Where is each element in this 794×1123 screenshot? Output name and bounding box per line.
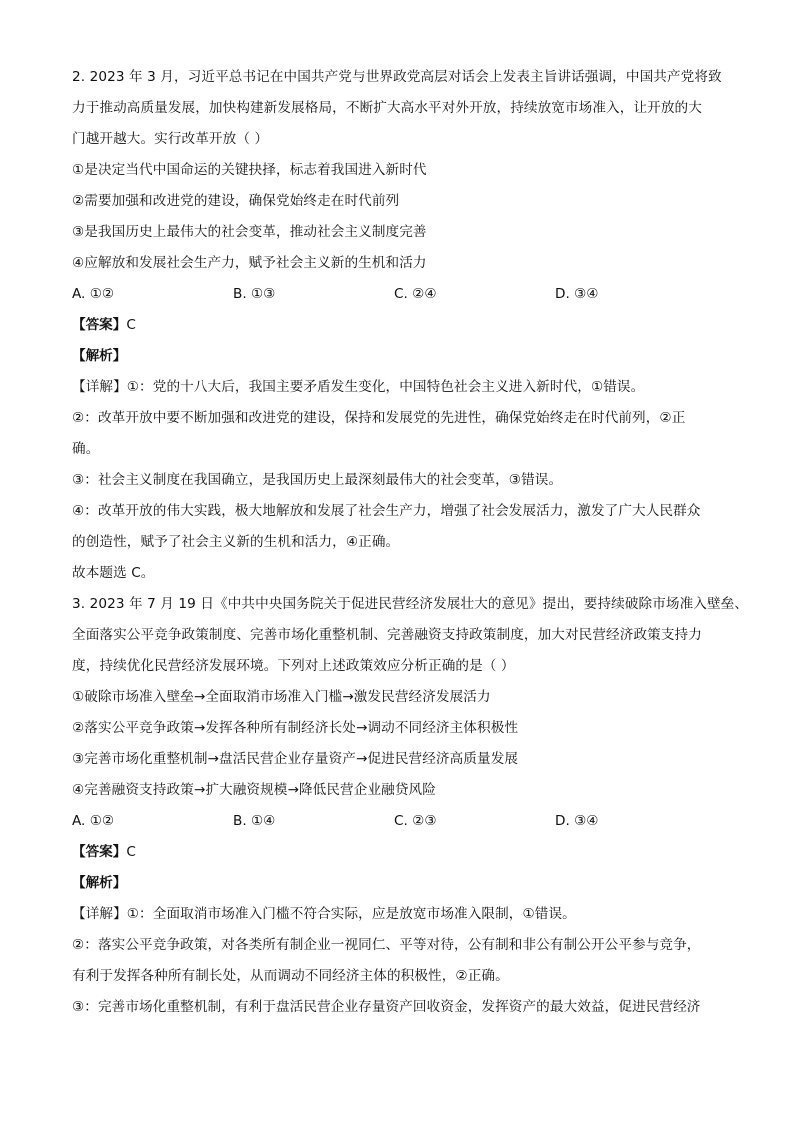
- question-stem-line: 度，持续优化民营经济发展环境。下列对上述政策效应分析正确的是（ ）: [72, 658, 515, 674]
- detail-line: ②：改革开放中要不断加强和改进党的建设，保持和发展党的先进性，确保党始终走在时代前列，②正: [72, 410, 686, 426]
- detail-line: 【详解】①：全面取消市场准入门槛不符合实际，应是放宽市场准入限制，①错误。: [72, 906, 576, 922]
- answer-options: [72, 279, 732, 310]
- answer-line: [72, 837, 732, 868]
- option-a: A. ①②: [72, 813, 115, 829]
- statement-item: ④应解放和发展社会生产力，赋予社会主义新的生机和活力: [72, 255, 427, 271]
- conclusion-line: 故本题选 C。: [72, 565, 155, 581]
- detail-line: ③：完善市场化重整机制，有利于盘活民营企业存量资产回收资金，发挥资产的最大效益，促进民营经济: [72, 999, 701, 1015]
- answer-options: [72, 806, 732, 837]
- analysis-label: 【解析】: [72, 348, 127, 364]
- detail-line: ③：社会主义制度在我国确立，是我国历史上最深刻最伟大的社会变革，③错误。: [72, 472, 563, 488]
- option-c: C. ②③: [394, 813, 437, 829]
- answer-value: C: [126, 844, 136, 860]
- question-2: [72, 62, 732, 589]
- detail-line: 确。: [72, 441, 100, 457]
- statement-item: ②需要加强和改进党的建设，确保党始终走在时代前列: [72, 193, 400, 209]
- detail-line: ④：改革开放的伟大实践，极大地解放和发展了社会生产力，增强了社会发展活力，激发了广大人民群众: [72, 503, 701, 519]
- question-stem-line: 2. 2023 年 3 月，习近平总书记在中国共产党与世界政党高层对话会上发表主旨讲话强调，中国共产党将致: [72, 69, 722, 85]
- statement-item: ③完善市场化重整机制→盘活民营企业存量资产→促进民营经济高质量发展: [72, 751, 519, 767]
- option-d: D. ③④: [555, 813, 599, 829]
- statement-item: ①是决定当代中国命运的关键抉择，标志着我国进入新时代: [72, 162, 427, 178]
- option-b: B. ①③: [233, 286, 276, 302]
- answer-label: 【答案】: [72, 844, 127, 860]
- statement-item: ③是我国历史上最伟大的社会变革，推动社会主义制度完善: [72, 224, 427, 240]
- question-stem-line: 力于推动高质量发展，加快构建新发展格局，不断扩大高水平对外开放，持续放宽市场准入，让开放的大: [72, 100, 702, 116]
- statement-item: ④完善融资支持政策→扩大融资规模→降低民营企业融贷风险: [72, 782, 436, 798]
- analysis-heading: [72, 868, 732, 899]
- question-stem-line: 全面落实公平竞争政策制度、完善市场化重整机制、完善融资支持政策制度，加大对民营经济政策支持力: [72, 627, 702, 643]
- detail-line: 的创造性，赋予了社会主义新的生机和活力，④正确。: [72, 534, 400, 550]
- option-c: C. ②④: [394, 286, 437, 302]
- option-b: B. ①④: [233, 813, 276, 829]
- statement-item: ①破除市场准入壁垒→全面取消市场准入门槛→激发民营经济发展活力: [72, 689, 491, 705]
- detail-line: ②：落实公平竞争政策，对各类所有制企业一视同仁、平等对待，公有制和非公有制公开公平参与竞争，: [72, 937, 701, 953]
- detail-line: 【详解】①：党的十八大后，我国主要矛盾发生变化，中国特色社会主义进入新时代，①错误。: [72, 379, 645, 395]
- answer-line: [72, 310, 732, 341]
- question-stem-line: 门越开越大。实行改革开放（ ）: [72, 131, 269, 147]
- option-d: D. ③④: [555, 286, 599, 302]
- analysis-label: 【解析】: [72, 875, 127, 891]
- question-stem-line: 3. 2023 年 7 月 19 日《中共中央国务院关于促进民营经济发展壮大的意见》提出，要持续破除市场准入壁垒、: [72, 596, 749, 612]
- analysis-heading: [72, 341, 732, 372]
- question-3: [72, 589, 749, 1023]
- answer-value: C: [126, 317, 136, 333]
- answer-label: 【答案】: [72, 317, 127, 333]
- detail-line: 有利于发挥各种所有制长处，从而调动不同经济主体的积极性，②正确。: [72, 968, 509, 984]
- statement-item: ②落实公平竞争政策→发挥各种所有制经济长处→调动不同经济主体积极性: [72, 720, 519, 736]
- document-page: [72, 62, 749, 1023]
- option-a: A. ①②: [72, 286, 115, 302]
